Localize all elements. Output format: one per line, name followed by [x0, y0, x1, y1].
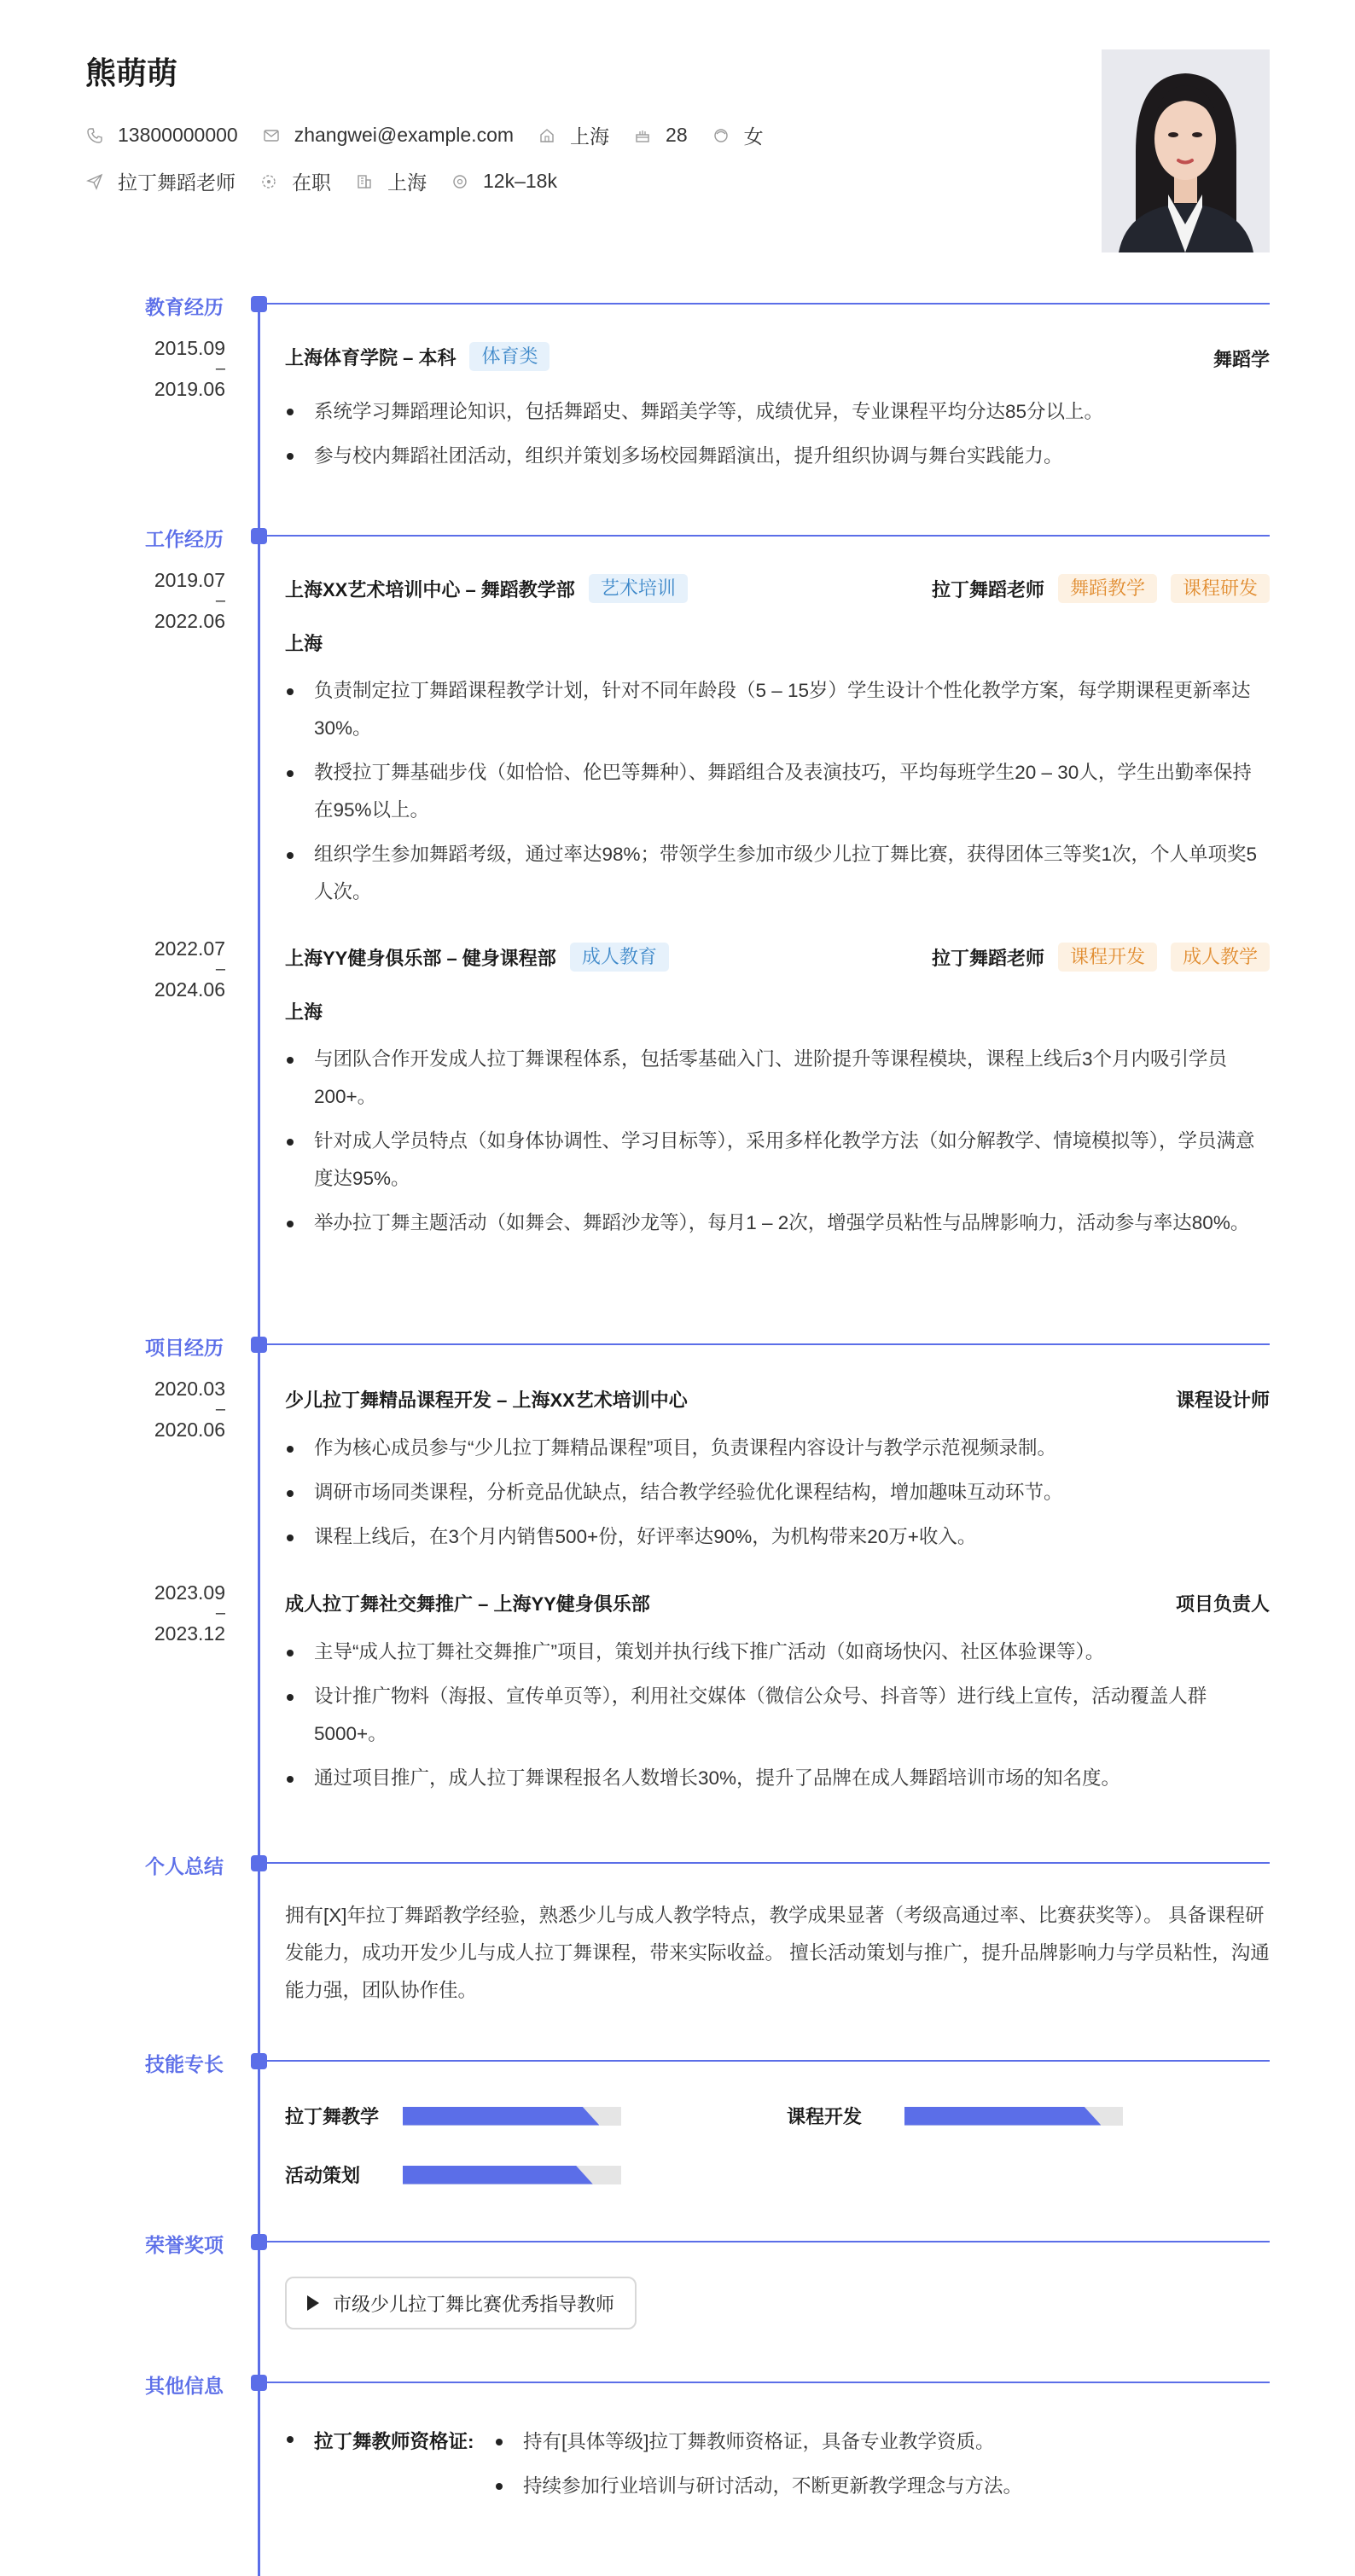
skill-name: 活动策划: [285, 2165, 361, 2186]
work-role: [932, 574, 1270, 603]
education-bullets: [285, 392, 1270, 476]
list-item: 针对成人学员特点（如身体协调性、学习目标等），采用多样化教学方法（如分解教学、情境模拟等），学员满意度达95%。: [285, 1123, 1270, 1198]
other-label: 拉丁舞教师资格证:: [285, 2420, 474, 2464]
section-title-projects: 项目经历: [145, 1337, 224, 1359]
date-range: [119, 938, 225, 1000]
salary-item: [451, 170, 557, 193]
gender-item: [712, 121, 764, 149]
location-item: [538, 121, 609, 149]
date-end: 2020.06: [154, 1419, 225, 1441]
role-name: 拉丁舞蹈老师: [931, 578, 1044, 600]
skill-bar: [403, 2166, 621, 2184]
list-item: 举办拉丁舞主题活动（如舞会、舞蹈沙龙等），每月1 – 2次，增强学员粘性与品牌影响力，活动参与率达80%。: [285, 1204, 1270, 1242]
education-school: [285, 342, 550, 371]
timeline-dot: [251, 528, 267, 544]
skill-bar-fill: [904, 2107, 1101, 2126]
gender-text: 女: [743, 125, 764, 148]
company-name: 上海YY健身俱乐部 – 健身课程部: [285, 947, 556, 969]
date-separator: –: [215, 1400, 225, 1419]
section-rule: [266, 2241, 1270, 2242]
project-role: 项目负责人: [1175, 1593, 1270, 1615]
date-range: [119, 570, 225, 631]
section-rule: [266, 1862, 1270, 1864]
email-text: zhangwei@example.com: [294, 124, 515, 146]
section-title-work: 工作经历: [145, 528, 224, 550]
list-item: 设计推广物料（海报、宣传单页等），利用社交媒体（微信公众号、抖音等）进行线上宣传，活动覆盖人群5000+。: [285, 1678, 1270, 1753]
phone-icon: [85, 126, 104, 145]
work-company: [285, 574, 688, 603]
honor-chip[interactable]: [285, 2277, 637, 2329]
status-icon: [259, 172, 278, 191]
project-title: 成人拉丁舞社交舞推广 – 上海YY健身俱乐部: [285, 1593, 650, 1615]
date-range: [119, 1378, 225, 1440]
list-item: 与团队合作开发成人拉丁舞课程体系，包括零基础入门、进阶提升等课程模块，课程上线后3个月内吸引学员200+。: [285, 1041, 1270, 1116]
role-tag: 成人教学: [1171, 943, 1270, 972]
section-title-summary: 个人总结: [145, 1855, 224, 1877]
date-range: [119, 338, 225, 399]
status-item: [259, 167, 331, 195]
list-item: 持有[具体等级]拉丁舞教师资格证，具备专业教学资质。: [494, 2420, 1022, 2464]
send-icon: [85, 172, 104, 191]
skill-bar: [403, 2107, 621, 2126]
section-rule: [266, 1343, 1270, 1345]
list-item: 教授拉丁舞基础步伐（如恰恰、伦巴等舞种）、舞蹈组合及表演技巧，平均每班学生20 – 30人，学生出勤率保持在95%以上。: [285, 754, 1270, 829]
date-start: 2020.03: [154, 1378, 225, 1400]
work-bullets: [285, 1041, 1270, 1242]
honor-text: 市级少儿拉丁舞比赛优秀指导教师: [333, 2293, 615, 2315]
work-bullets: [285, 672, 1270, 911]
skill-item: [285, 2103, 621, 2129]
list-item: 参与校内舞蹈社团活动，组织并策划多场校园舞蹈演出，提升组织协调与舞台实践能力。: [285, 437, 1270, 476]
target-job-item: [85, 167, 236, 195]
date-separator: –: [215, 960, 225, 978]
mail-icon: [262, 126, 281, 145]
industry-tag: 艺术培训: [589, 574, 688, 603]
skill-item: [285, 2161, 621, 2188]
list-item: 组织学生参加舞蹈考级，通过率达98%；带领学生参加市级少儿拉丁舞比赛，获得团体三等奖1次，个人单项奖5人次。: [285, 836, 1270, 911]
skill-bar: [904, 2107, 1123, 2126]
list-item: 调研市场同类课程，分析竞品优缺点，结合教学经验优化课程结构，增加趣味互动环节。: [285, 1474, 1270, 1511]
skill-bar-fill: [403, 2107, 599, 2126]
date-end: 2024.06: [154, 978, 225, 1001]
work-company: [285, 943, 669, 972]
skill-bar-fill: [403, 2166, 593, 2184]
timeline-dot: [251, 2375, 267, 2391]
timeline-dot: [251, 2234, 267, 2250]
list-item: 持续参加行业培训与研讨活动，不断更新教学理念与方法。: [494, 2464, 1022, 2509]
play-icon: [307, 2295, 319, 2311]
list-item: 作为核心成员参与“少儿拉丁舞精品课程”项目，负责课程内容设计与教学示范视频录制。: [285, 1430, 1270, 1467]
candidate-name: 熊萌萌: [85, 55, 178, 90]
summary-text: 拥有[X]年拉丁舞蹈教学经验，熟悉少儿与成人教学特点，教学成果显著（考级高通过率、比赛获奖等）。 具备课程研发能力，成功开发少儿与成人拉丁舞课程，带来实际收益。 擅长活动策划与推广，提升品牌影响力与学员粘性，沟通能力强，团队协作佳。: [285, 1905, 1270, 2001]
target-job-text: 拉丁舞蹈老师: [118, 171, 236, 194]
school-tag: 体育类: [469, 342, 550, 371]
work-location: 上海: [285, 1001, 323, 1023]
age-item: [633, 124, 688, 147]
list-item: 系统学习舞蹈理论知识，包括舞蹈史、舞蹈美学等，成绩优异，专业课程平均分达85分以上。: [285, 392, 1270, 432]
role-tag: 课程开发: [1058, 943, 1157, 972]
date-end: 2023.12: [154, 1622, 225, 1645]
age-text: 28: [666, 124, 688, 146]
date-separator: –: [215, 591, 225, 610]
work-role: [932, 943, 1270, 972]
cake-icon: [633, 126, 652, 145]
status-text: 在职: [292, 171, 331, 194]
skill-name: 拉丁舞教学: [285, 2106, 380, 2127]
project-role: 课程设计师: [1175, 1390, 1270, 1411]
date-start: 2023.09: [154, 1581, 225, 1604]
email-item: [262, 124, 514, 147]
timeline-dot: [251, 1855, 267, 1871]
target-city-text: 上海: [387, 171, 427, 194]
list-item: 负责制定拉丁舞蹈课程教学计划，针对不同年龄段（5 – 15岁）学生设计个性化教学方案，每学期课程更新率达30%。: [285, 672, 1270, 747]
list-item: 主导“成人拉丁舞社交舞推广”项目，策划并执行线下推广活动（如商场快闪、社区体验课等）。: [285, 1633, 1270, 1671]
section-rule: [266, 535, 1270, 537]
profile-photo: [1102, 49, 1270, 252]
section-title-skills: 技能专长: [145, 2053, 224, 2075]
company-name: 上海XX艺术培训中心 – 舞蹈教学部: [285, 578, 575, 600]
industry-tag: 成人教育: [570, 943, 669, 972]
location-text: 上海: [570, 125, 610, 148]
skill-name: 课程开发: [787, 2106, 863, 2127]
section-title-education: 教育经历: [145, 296, 224, 318]
role-tag: 课程研发: [1171, 574, 1270, 603]
date-end: 2022.06: [154, 610, 225, 632]
list-item: 通过项目推广，成人拉丁舞课程报名人数增长30%，提升了品牌在成人舞蹈培训市场的知名度。: [285, 1760, 1270, 1797]
timeline-dot: [251, 2053, 267, 2069]
job-intent-row: [85, 167, 581, 195]
contact-row: [85, 121, 788, 149]
role-name: 拉丁舞蹈老师: [931, 947, 1044, 969]
salary-text: 12k–18k: [483, 170, 557, 192]
role-tag: 舞蹈教学: [1058, 574, 1157, 603]
skill-item: [787, 2103, 1123, 2129]
date-separator: –: [215, 1604, 225, 1622]
education-major: 舞蹈学: [1213, 349, 1270, 370]
school-name: 上海体育学院 – 本科: [285, 346, 457, 368]
salary-icon: [451, 172, 469, 191]
target-city-item: [355, 167, 427, 195]
date-start: 2015.09: [154, 337, 225, 359]
timeline-dot: [251, 296, 267, 312]
building-icon: [355, 172, 374, 191]
section-title-honors: 荣誉奖项: [145, 2234, 224, 2256]
section-rule: [266, 303, 1270, 305]
timeline-dot: [251, 1337, 267, 1353]
date-start: 2019.07: [154, 569, 225, 591]
section-rule: [266, 2382, 1270, 2383]
date-start: 2022.07: [154, 937, 225, 960]
phone-text: 13800000000: [118, 124, 238, 146]
section-rule: [266, 2060, 1270, 2062]
phone-item: [85, 124, 238, 147]
section-title-other: 其他信息: [145, 2375, 224, 2397]
project-bullets: [285, 1633, 1270, 1797]
gender-icon: [712, 126, 730, 145]
date-end: 2019.06: [154, 378, 225, 400]
project-bullets: [285, 1430, 1270, 1556]
date-separator: –: [215, 359, 225, 378]
other-list: [494, 2420, 1022, 2509]
home-icon: [538, 126, 556, 145]
date-range: [119, 1582, 225, 1644]
work-location: 上海: [285, 633, 323, 654]
project-title: 少儿拉丁舞精品课程开发 – 上海XX艺术培训中心: [285, 1390, 688, 1411]
list-item: 课程上线后，在3个月内销售500+份，好评率达90%，为机构带来20万+收入。: [285, 1518, 1270, 1556]
